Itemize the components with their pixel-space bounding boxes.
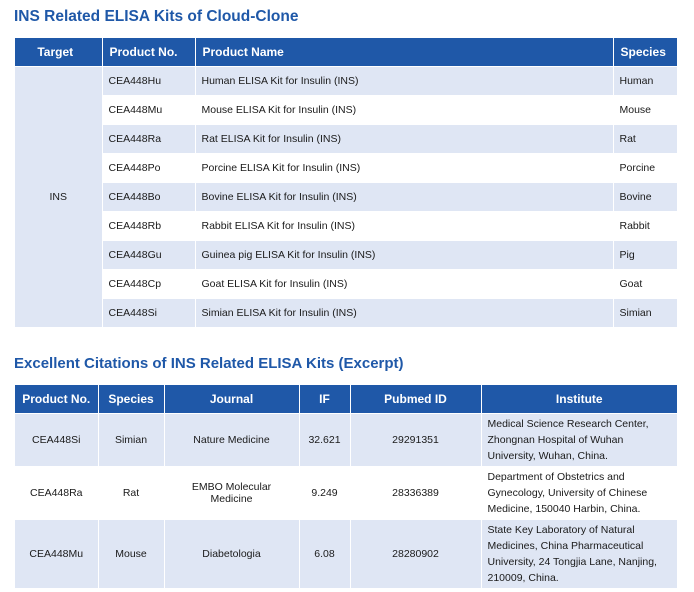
product-no-cell: CEA448Si [102,299,195,328]
product-no-cell: CEA448Si [15,414,98,467]
product-no-cell: CEA448Ra [15,467,98,520]
product-name-cell: Guinea pig ELISA Kit for Insulin (INS) [195,241,613,270]
header-if: IF [299,385,350,414]
table-row [15,467,677,520]
citations-table [15,385,677,588]
table-row [15,414,677,467]
species-cell: Porcine [613,154,677,183]
product-no-cell: CEA448Cp [102,270,195,299]
table-row [15,125,677,154]
kits-table [15,38,677,327]
institute-cell: Department of Obstetrics and Gynecology, University of Chinese Medicine, 150040 Harbin, China. [481,467,677,520]
table-row [15,183,677,212]
product-name-cell: Rat ELISA Kit for Insulin (INS) [195,125,613,154]
species-cell: Mouse [613,96,677,125]
table-row [15,270,677,299]
table-row [15,67,677,96]
product-no-cell: CEA448Rb [102,212,195,241]
table-row [15,154,677,183]
product-no-cell: CEA448Mu [102,96,195,125]
pubmed-id-cell: 29291351 [350,414,481,467]
product-no-cell: CEA448Mu [15,520,98,589]
journal-cell: Diabetologia [164,520,299,589]
journal-cell: Nature Medicine [164,414,299,467]
table-row [15,520,677,589]
table-row [15,96,677,125]
species-cell: Simian [613,299,677,328]
header-product-name: Product Name [195,38,613,67]
kits-header-row [15,38,677,67]
header-target: Target [15,38,102,67]
species-cell: Simian [98,414,164,467]
product-name-cell: Simian ELISA Kit for Insulin (INS) [195,299,613,328]
pubmed-id-cell: 28280902 [350,520,481,589]
species-cell: Mouse [98,520,164,589]
product-no-cell: CEA448Po [102,154,195,183]
journal-cell: EMBO Molecular Medicine [164,467,299,520]
header-product-no: Product No. [102,38,195,67]
product-no-cell: CEA448Gu [102,241,195,270]
institute-cell: Medical Science Research Center, Zhongnan Hospital of Wuhan University, Wuhan, China. [481,414,677,467]
product-name-cell: Porcine ELISA Kit for Insulin (INS) [195,154,613,183]
product-no-cell: CEA448Hu [102,67,195,96]
species-cell: Bovine [613,183,677,212]
if-cell: 6.08 [299,520,350,589]
target-cell: INS [15,67,102,328]
header-journal: Journal [164,385,299,414]
kits-title: INS Related ELISA Kits of Cloud-Clone [14,8,299,25]
product-name-cell: Human ELISA Kit for Insulin (INS) [195,67,613,96]
species-cell: Rat [613,125,677,154]
species-cell: Rabbit [613,212,677,241]
header-institute: Institute [481,385,677,414]
product-name-cell: Mouse ELISA Kit for Insulin (INS) [195,96,613,125]
header-species: Species [613,38,677,67]
product-name-cell: Bovine ELISA Kit for Insulin (INS) [195,183,613,212]
product-no-cell: CEA448Ra [102,125,195,154]
citations-title: Excellent Citations of INS Related ELISA Kits (Excerpt) [14,355,404,372]
citations-header-row [15,385,677,414]
species-cell: Human [613,67,677,96]
species-cell: Pig [613,241,677,270]
table-row [15,299,677,328]
institute-cell: State Key Laboratory of Natural Medicines, China Pharmaceutical University, 24 Tongjia Lane, Nanjing, 210009, China. [481,520,677,589]
product-name-cell: Rabbit ELISA Kit for Insulin (INS) [195,212,613,241]
product-no-cell: CEA448Bo [102,183,195,212]
header-pubmed-id: Pubmed ID [350,385,481,414]
species-cell: Rat [98,467,164,520]
pubmed-id-cell: 28336389 [350,467,481,520]
table-row [15,212,677,241]
species-cell: Goat [613,270,677,299]
product-name-cell: Goat ELISA Kit for Insulin (INS) [195,270,613,299]
header-product-no: Product No. [15,385,98,414]
if-cell: 9.249 [299,467,350,520]
header-species: Species [98,385,164,414]
if-cell: 32.621 [299,414,350,467]
table-row [15,241,677,270]
